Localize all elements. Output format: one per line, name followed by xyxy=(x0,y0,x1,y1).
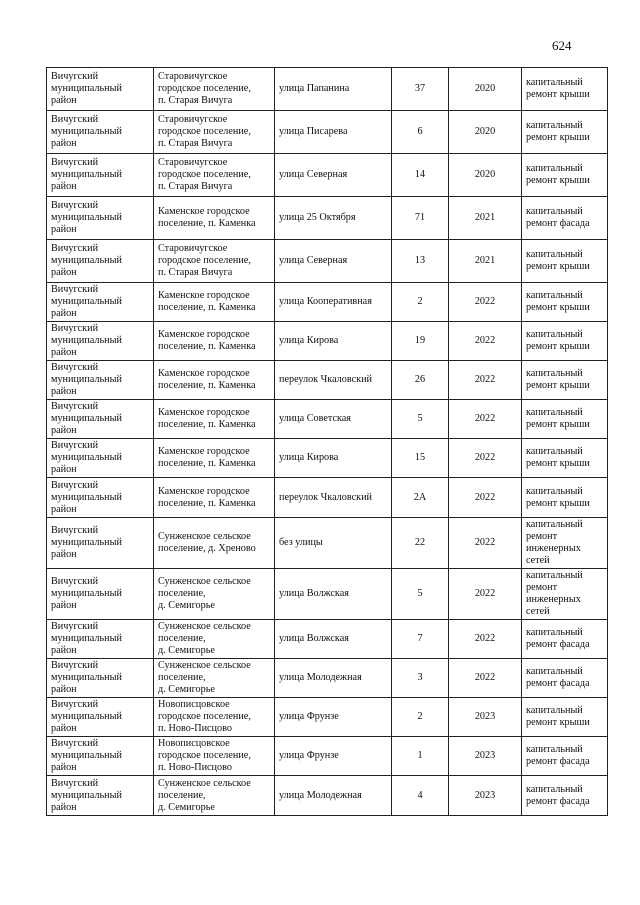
settlement-cell-text: Старовичугское городское поселение, п. Старая Вичуга xyxy=(158,114,251,149)
work-type-cell-text: капитальный ремонт крыши xyxy=(526,120,590,143)
year-cell xyxy=(449,154,522,197)
work-type-cell xyxy=(522,698,608,737)
rayon-cell-text: Вичугский муниципальный район xyxy=(51,284,122,319)
house-number-cell-text: 22 xyxy=(414,537,426,548)
rayon-cell-text: Вичугский муниципальный район xyxy=(51,525,122,560)
settlement-cell-text: Сунженское сельское поселение, д. Семигорье xyxy=(158,660,251,695)
street-cell xyxy=(275,283,392,322)
year-cell-text: 2022 xyxy=(474,491,496,503)
house-number-cell-text: 2 xyxy=(417,296,423,307)
rayon-cell-text: Вичугский муниципальный район xyxy=(51,323,122,358)
work-type-cell xyxy=(522,283,608,322)
work-type-cell xyxy=(522,439,608,478)
house-number-cell xyxy=(392,283,449,322)
house-number-cell-text: 5 xyxy=(417,413,423,424)
settlement-cell-text: Каменское городское поселение, п. Каменка xyxy=(158,485,256,509)
work-type-cell-text: капитальный ремонт крыши xyxy=(526,368,590,391)
year-cell-text: 2021 xyxy=(474,255,496,266)
street-cell-text: улица Папанина xyxy=(279,83,350,94)
house-number-cell xyxy=(392,111,449,154)
street-cell xyxy=(275,776,392,816)
house-number-cell-text: 26 xyxy=(414,374,426,385)
year-cell-text: 2023 xyxy=(474,711,496,722)
house-number-cell xyxy=(392,361,449,400)
page-number: 624 xyxy=(552,38,572,53)
settlement-cell xyxy=(154,283,275,322)
rayon-cell xyxy=(47,322,154,361)
year-cell xyxy=(449,400,522,439)
house-number-cell xyxy=(392,776,449,816)
table-row xyxy=(47,776,608,816)
table-row xyxy=(47,698,608,737)
year-cell-text: 2022 xyxy=(474,335,496,346)
house-number-cell-text: 7 xyxy=(417,633,423,644)
rayon-cell xyxy=(47,737,154,776)
street-cell-text: улица 25 Октября xyxy=(279,212,356,223)
house-number-cell-text: 3 xyxy=(417,672,423,683)
house-number-cell xyxy=(392,620,449,659)
house-number-cell xyxy=(392,154,449,197)
settlement-cell-text: Старовичугское городское поселение, п. Старая Вичуга xyxy=(158,71,251,106)
rayon-cell-text: Вичугский муниципальный район xyxy=(51,440,122,475)
settlement-cell-text: Каменское городское поселение, п. Каменка xyxy=(158,290,256,313)
street-cell xyxy=(275,620,392,659)
rayon-cell-text: Вичугский муниципальный район xyxy=(51,157,122,192)
work-type-cell-text: капитальный ремонт крыши xyxy=(526,329,590,352)
year-cell xyxy=(449,659,522,698)
house-number-cell xyxy=(392,478,449,518)
table-row xyxy=(47,478,608,518)
rayon-cell-text: Вичугский муниципальный район xyxy=(51,777,122,813)
table-row xyxy=(47,439,608,478)
work-type-cell-text: капитальный ремонт крыши xyxy=(526,249,590,272)
house-number-cell xyxy=(392,737,449,776)
work-type-cell-text: капитальный ремонт крыши xyxy=(526,77,590,100)
street-cell-text: улица Северная xyxy=(279,169,348,180)
year-cell xyxy=(449,240,522,283)
rayon-cell xyxy=(47,68,154,111)
work-type-cell-text: капитальный ремонт фасада xyxy=(526,666,590,689)
rayon-cell xyxy=(47,283,154,322)
house-number-cell xyxy=(392,240,449,283)
street-cell xyxy=(275,659,392,698)
rayon-cell-text: Вичугский муниципальный район xyxy=(51,243,122,278)
rayon-cell-text: Вичугский муниципальный район xyxy=(51,576,122,611)
table-row xyxy=(47,111,608,154)
year-cell-text: 2023 xyxy=(474,750,496,761)
street-cell-text: улица Советская xyxy=(279,413,351,424)
work-type-cell xyxy=(522,111,608,154)
work-type-cell xyxy=(522,518,608,569)
settlement-cell-text: Сунженское сельское поселение, д. Хреново xyxy=(158,531,256,554)
settlement-cell xyxy=(154,400,275,439)
settlement-cell-text: Старовичугское городское поселение, п. Старая Вичуга xyxy=(158,157,251,192)
street-cell-text: улица Фрунзе xyxy=(279,750,339,761)
street-cell-text: переулок Чкаловский xyxy=(279,374,372,385)
settlement-cell xyxy=(154,776,275,816)
work-type-cell-text: капитальный ремонт фасада xyxy=(526,206,590,229)
settlement-cell xyxy=(154,478,275,518)
rayon-cell-text: Вичугский муниципальный район xyxy=(51,479,122,515)
street-cell-text: улица Волжская xyxy=(279,588,349,599)
work-type-cell xyxy=(522,154,608,197)
rayon-cell xyxy=(47,197,154,240)
table-row xyxy=(47,737,608,776)
house-number-cell-text: 19 xyxy=(414,335,426,346)
settlement-cell xyxy=(154,439,275,478)
rayon-cell-text: Вичугский муниципальный район xyxy=(51,738,122,773)
settlement-cell-text: Каменское городское поселение, п. Каменка xyxy=(158,368,256,391)
street-cell xyxy=(275,154,392,197)
year-cell xyxy=(449,478,522,518)
settlement-cell xyxy=(154,569,275,620)
year-cell xyxy=(449,439,522,478)
rayon-cell-text: Вичугский муниципальный район xyxy=(51,699,122,734)
house-number-cell-text: 37 xyxy=(414,83,426,94)
year-cell xyxy=(449,737,522,776)
street-cell-text: улица Молодежная xyxy=(279,789,362,801)
settlement-cell xyxy=(154,518,275,569)
year-cell-text: 2020 xyxy=(474,126,496,137)
table-row xyxy=(47,518,608,569)
settlement-cell xyxy=(154,698,275,737)
table-row xyxy=(47,240,608,283)
house-number-cell xyxy=(392,659,449,698)
table-row xyxy=(47,154,608,197)
house-number-cell xyxy=(392,569,449,620)
rayon-cell-text: Вичугский муниципальный район xyxy=(51,71,122,106)
settlement-cell-text: Сунженское сельское поселение, д. Семигорье xyxy=(158,621,251,656)
settlement-cell xyxy=(154,154,275,197)
work-type-cell xyxy=(522,197,608,240)
rayon-cell xyxy=(47,361,154,400)
settlement-cell xyxy=(154,68,275,111)
settlement-cell-text: Каменское городское поселение, п. Каменка xyxy=(158,329,256,352)
table-row xyxy=(47,322,608,361)
year-cell-text: 2022 xyxy=(474,413,496,424)
table-row xyxy=(47,400,608,439)
work-type-cell xyxy=(522,240,608,283)
year-cell-text: 2022 xyxy=(474,296,496,307)
house-number-cell-text: 2А xyxy=(413,491,427,503)
house-number-cell-text: 14 xyxy=(414,169,426,180)
rayon-cell xyxy=(47,518,154,569)
work-type-cell xyxy=(522,737,608,776)
year-cell-text: 2020 xyxy=(474,83,496,94)
year-cell-text: 2020 xyxy=(474,169,496,180)
settlement-cell-text: Каменское городское поселение, п. Каменка xyxy=(158,446,256,469)
house-number-cell xyxy=(392,400,449,439)
house-number-cell-text: 1 xyxy=(417,750,423,761)
work-type-cell-text: капитальный ремонт фасада xyxy=(526,627,590,650)
table-row xyxy=(47,659,608,698)
house-number-cell xyxy=(392,197,449,240)
house-number-cell-text: 6 xyxy=(417,126,423,137)
rayon-cell-text: Вичугский муниципальный район xyxy=(51,621,122,656)
settlement-cell-text: Новописцовское городское поселение, п. Ново-Писцово xyxy=(158,699,251,734)
settlement-cell xyxy=(154,322,275,361)
table-row xyxy=(47,620,608,659)
street-cell-text: улица Кирова xyxy=(279,452,339,463)
rayon-cell xyxy=(47,698,154,737)
rayon-cell-text: Вичугский муниципальный район xyxy=(51,401,122,436)
work-type-cell-text: капитальный ремонт крыши xyxy=(526,163,590,186)
street-cell xyxy=(275,240,392,283)
work-type-cell-text: капитальный ремонт крыши xyxy=(526,705,590,728)
year-cell xyxy=(449,569,522,620)
work-type-cell xyxy=(522,659,608,698)
work-type-cell xyxy=(522,478,608,518)
rayon-cell xyxy=(47,111,154,154)
year-cell-text: 2022 xyxy=(474,672,496,683)
table-row xyxy=(47,283,608,322)
year-cell-text: 2023 xyxy=(474,789,496,801)
street-cell xyxy=(275,197,392,240)
rayon-cell-text: Вичугский муниципальный район xyxy=(51,660,122,695)
year-cell-text: 2022 xyxy=(474,374,496,385)
house-number-cell xyxy=(392,439,449,478)
rayon-cell-text: Вичугский муниципальный район xyxy=(51,114,122,149)
house-number-cell-text: 5 xyxy=(417,588,423,599)
settlement-cell xyxy=(154,361,275,400)
street-cell-text: улица Кирова xyxy=(279,335,339,346)
house-number-cell-text: 4 xyxy=(417,789,423,801)
settlement-cell-text: Каменское городское поселение, п. Каменка xyxy=(158,206,256,229)
settlement-cell-text: Старовичугское городское поселение, п. Старая Вичуга xyxy=(158,243,251,278)
settlement-cell xyxy=(154,111,275,154)
year-cell xyxy=(449,518,522,569)
street-cell-text: улица Фрунзе xyxy=(279,711,339,722)
rayon-cell-text: Вичугский муниципальный район xyxy=(51,200,122,235)
rayon-cell xyxy=(47,154,154,197)
year-cell-text: 2022 xyxy=(474,452,496,463)
year-cell xyxy=(449,776,522,816)
house-number-cell-text: 13 xyxy=(414,255,426,266)
house-number-cell-text: 2 xyxy=(417,711,423,722)
table-row xyxy=(47,197,608,240)
rayon-cell xyxy=(47,240,154,283)
work-type-cell-text: капитальный ремонт фасада xyxy=(526,783,590,807)
settlement-cell-text: Каменское городское поселение, п. Каменка xyxy=(158,407,256,430)
work-type-cell-text: капитальный ремонт крыши xyxy=(526,407,590,430)
rayon-cell xyxy=(47,569,154,620)
settlement-cell xyxy=(154,737,275,776)
year-cell xyxy=(449,68,522,111)
street-cell xyxy=(275,737,392,776)
work-type-cell-text: капитальный ремонт инженерных сетей xyxy=(526,519,583,566)
work-type-cell-text: капитальный ремонт крыши xyxy=(526,290,590,313)
table-row xyxy=(47,361,608,400)
street-cell xyxy=(275,111,392,154)
work-type-cell-text: капитальный ремонт крыши xyxy=(526,485,590,509)
year-cell-text: 2021 xyxy=(474,212,496,223)
work-type-cell xyxy=(522,361,608,400)
table-body xyxy=(47,68,608,816)
settlement-cell-text: Новописцовское городское поселение, п. Ново-Писцово xyxy=(158,738,251,773)
house-number-cell xyxy=(392,518,449,569)
settlement-cell-text: Сунженское сельское поселение, д. Семигорье xyxy=(158,777,251,813)
work-type-cell xyxy=(522,569,608,620)
settlement-cell xyxy=(154,240,275,283)
rayon-cell xyxy=(47,439,154,478)
rayon-cell xyxy=(47,400,154,439)
settlement-cell xyxy=(154,659,275,698)
street-cell xyxy=(275,322,392,361)
street-cell xyxy=(275,68,392,111)
house-number-cell-text: 15 xyxy=(414,452,426,463)
work-type-cell-text: капитальный ремонт фасада xyxy=(526,744,590,767)
street-cell-text: улица Кооперативная xyxy=(279,296,372,307)
work-type-cell-text: капитальный ремонт крыши xyxy=(526,446,590,469)
street-cell xyxy=(275,439,392,478)
settlement-cell-text: Сунженское сельское поселение, д. Семигорье xyxy=(158,576,251,611)
street-cell xyxy=(275,478,392,518)
table-row xyxy=(47,569,608,620)
street-cell xyxy=(275,361,392,400)
house-number-cell xyxy=(392,698,449,737)
rayon-cell xyxy=(47,478,154,518)
year-cell xyxy=(449,620,522,659)
year-cell-text: 2022 xyxy=(474,588,496,599)
year-cell xyxy=(449,322,522,361)
year-cell xyxy=(449,361,522,400)
work-type-cell xyxy=(522,620,608,659)
year-cell xyxy=(449,283,522,322)
table-row xyxy=(47,68,608,111)
year-cell xyxy=(449,698,522,737)
house-number-cell-text: 71 xyxy=(414,212,426,223)
street-cell xyxy=(275,518,392,569)
street-cell-text: переулок Чкаловский xyxy=(279,491,372,503)
rayon-cell xyxy=(47,776,154,816)
street-cell-text: улица Писарева xyxy=(279,126,348,137)
work-type-cell-text: капитальный ремонт инженерных сетей xyxy=(526,570,583,617)
settlement-cell xyxy=(154,197,275,240)
street-cell xyxy=(275,698,392,737)
street-cell-text: улица Волжская xyxy=(279,633,349,644)
year-cell-text: 2022 xyxy=(474,537,496,548)
street-cell-text: без улицы xyxy=(279,537,323,548)
year-cell-text: 2022 xyxy=(474,633,496,644)
house-number-cell xyxy=(392,68,449,111)
year-cell xyxy=(449,197,522,240)
year-cell xyxy=(449,111,522,154)
repair-schedule-table xyxy=(46,67,608,816)
street-cell xyxy=(275,569,392,620)
work-type-cell xyxy=(522,322,608,361)
street-cell-text: улица Молодежная xyxy=(279,672,362,683)
street-cell-text: улица Северная xyxy=(279,255,348,266)
work-type-cell xyxy=(522,68,608,111)
street-cell xyxy=(275,400,392,439)
house-number-cell xyxy=(392,322,449,361)
settlement-cell xyxy=(154,620,275,659)
rayon-cell-text: Вичугский муниципальный район xyxy=(51,362,122,397)
work-type-cell xyxy=(522,400,608,439)
rayon-cell xyxy=(47,659,154,698)
rayon-cell xyxy=(47,620,154,659)
work-type-cell xyxy=(522,776,608,816)
